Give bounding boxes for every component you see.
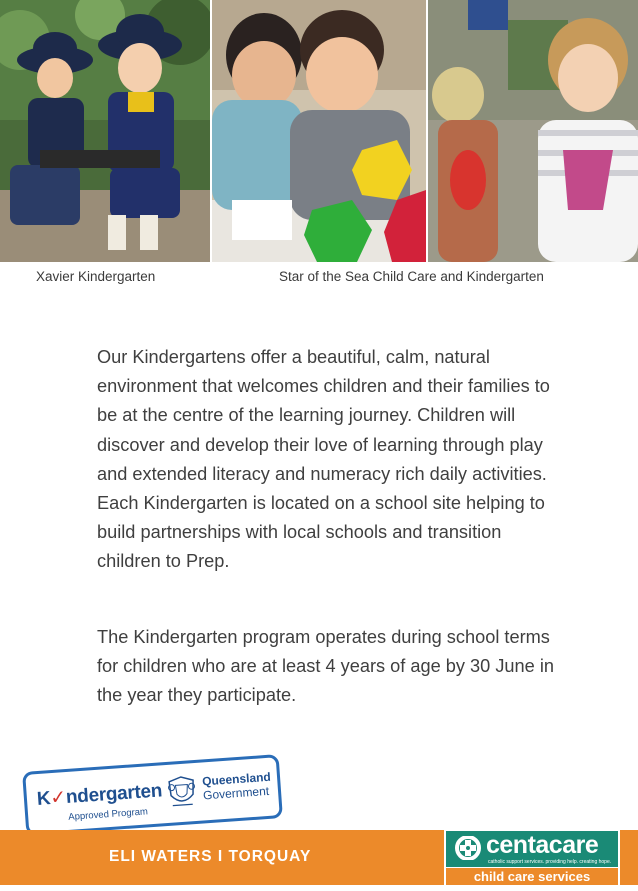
photo-xavier-kindergarten	[0, 0, 210, 262]
approved-program-label: Approved Program	[67, 806, 149, 823]
eligibility-paragraph: The Kindergarten program operates during school terms for children who are at least 4 years of age by 30 June in the year they participate.	[97, 627, 554, 706]
footer-locations: ELI WATERS I TORQUAY	[109, 848, 312, 865]
centacare-wordmark: centacare	[486, 831, 599, 859]
centacare-cross-icon	[452, 836, 484, 860]
kindergarten-wordmark: K✓ndergarten	[36, 780, 163, 811]
centacare-tagline: catholic support services. providing help. creating hope.	[488, 859, 612, 865]
photo-caption-xavier: Xavier Kindergarten	[36, 269, 156, 284]
centacare-logo	[444, 829, 620, 887]
photo-girl-anatomy-model	[428, 0, 638, 262]
child-care-services-label: child care services	[473, 869, 591, 884]
tick-icon: ✓	[49, 787, 67, 810]
photo-star-of-the-sea	[212, 0, 426, 262]
intro-paragraph: Our Kindergartens offer a beautiful, calm, natural environment that welcomes children and their families to be at the centre of the learning journey. Children will discover and develop their love of learning through play and extended literacy and numeracy rich daily activities. Each Kindergarten is located on a school site helping to build partnerships with local schools and transition children to Prep.	[97, 347, 550, 572]
photo-caption-star-of-the-sea: Star of the Sea Child Care and Kindergarten	[279, 269, 544, 284]
queensland-government-label: Queensland Government	[201, 769, 272, 803]
kindergarten-approved-badge	[22, 754, 283, 836]
queensland-crest-icon	[165, 774, 199, 810]
